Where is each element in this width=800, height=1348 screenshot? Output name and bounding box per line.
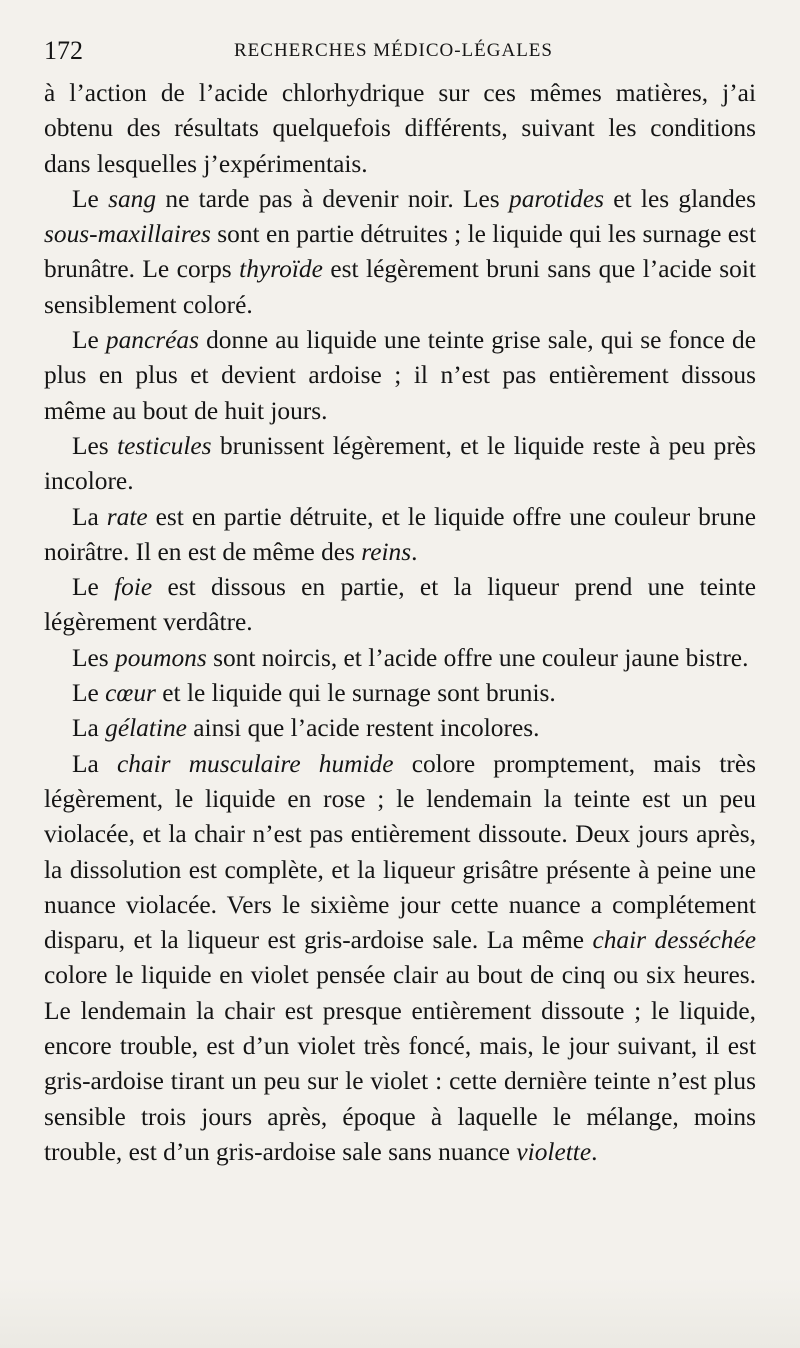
text-run: colore le liquide en violet pensée clair au bout de cinq ou six heures. Le lendemain la chair est presque entièrement dissoute ; le liquide, encore trouble, est d’un violet très foncé, mais, le jour suivant, il est gris-ardoise tirant un peu sur le violet : cette dernière teinte n’est plus sensible trois jours après, époque à laquelle le mélange, moins trouble, est d’un gris-ardoise sale sans nuance <box>44 961 756 1166</box>
text-run: Les <box>72 643 116 672</box>
text-run: est légèrement bruni sans que l’acide soit sensiblement coloré. <box>44 255 756 319</box>
text-run: sont en partie détruites ; le liquide qui les surnage est brunâtre. Le corps <box>44 220 756 284</box>
paragraph <box>44 500 756 571</box>
paragraph <box>44 429 756 500</box>
italic-term: pancréas <box>105 326 199 355</box>
text-run: La <box>72 714 106 743</box>
paragraph <box>44 676 756 711</box>
body-text <box>44 76 756 1170</box>
text-run: et les glandes <box>603 184 756 213</box>
italic-term: foie <box>114 573 153 602</box>
text-run: Le <box>72 679 106 708</box>
text-run: brunissent légèrement, et le liquide reste à peu près incolore. <box>44 431 756 496</box>
italic-term: reins <box>361 537 412 566</box>
text-run: La <box>72 749 117 778</box>
italic-term: cœur <box>105 679 156 708</box>
page-bottom-margin <box>0 1278 800 1348</box>
italic-term: chair desséchée <box>592 926 757 955</box>
text-run: est dissous en partie, et la liqueur prend une teinte légèrement verdâtre. <box>44 573 756 637</box>
italic-term: thyroïde <box>239 255 323 284</box>
italic-term: testicules <box>117 431 212 460</box>
text-run: colore promptement, mais très légèrement, le liquide en rose ; le lendemain la teinte est un peu violacée, et la chair n’est pas entièrement dissoute. Deux jours après, la dissolution est complète, et la liqueur grisâtre présente à peine une nuance violacée. Vers le sixième jour cette nuance a complétement disparu, et la liqueur est gris-ardoise sale. La même <box>44 749 756 955</box>
text-run: . <box>591 1137 598 1166</box>
running-head <box>44 28 756 76</box>
paragraph <box>44 747 756 1171</box>
text-run: Le <box>72 184 109 213</box>
text-run: Le <box>72 573 115 602</box>
italic-term: parotides <box>509 184 604 213</box>
text-run: Le <box>72 326 106 355</box>
paragraph <box>44 711 756 746</box>
italic-term: rate <box>106 502 148 531</box>
text-run: . <box>411 537 418 566</box>
text-run: La <box>72 502 107 531</box>
paragraph <box>44 76 756 182</box>
text-run: sont noircis, et l’acide offre une couleur jaune bistre. <box>206 643 749 672</box>
text-run: Les <box>72 431 118 460</box>
italic-term: gélatine <box>105 714 187 743</box>
text-run: donne au liquide une teinte grise sale, qui se fonce de plus en plus et devient ardoise ; il n’est pas entièrement dissous même au bout de huit jours. <box>44 326 756 425</box>
running-title: RECHERCHES MÉDICO-LÉGALES <box>234 40 553 61</box>
italic-term: chair musculaire humide <box>116 749 394 778</box>
italic-term: sous-maxillaires <box>44 220 211 249</box>
paragraph <box>44 570 756 641</box>
italic-term: poumons <box>115 643 207 672</box>
italic-term: sang <box>108 184 157 213</box>
text-run: à l’action de l’acide chlorhydrique sur ces mêmes matières, j’ai obtenu des résultats quelquefois différents, suivant les conditions dans lesquelles j’expérimentais. <box>44 79 756 178</box>
text-run: ainsi que l’acide restent incolores. <box>186 714 540 743</box>
text-run: et le liquide qui le surnage sont brunis. <box>155 679 556 708</box>
page-number: 172 <box>44 36 83 65</box>
italic-term: violette <box>516 1137 592 1166</box>
text-run: est en partie détruite, et le liquide offre une couleur brune noirâtre. Il en est de même des <box>44 502 756 566</box>
paragraph <box>44 641 756 676</box>
paragraph <box>44 182 756 323</box>
paragraph <box>44 323 756 429</box>
text-run: ne tarde pas à devenir noir. Les <box>156 184 509 213</box>
